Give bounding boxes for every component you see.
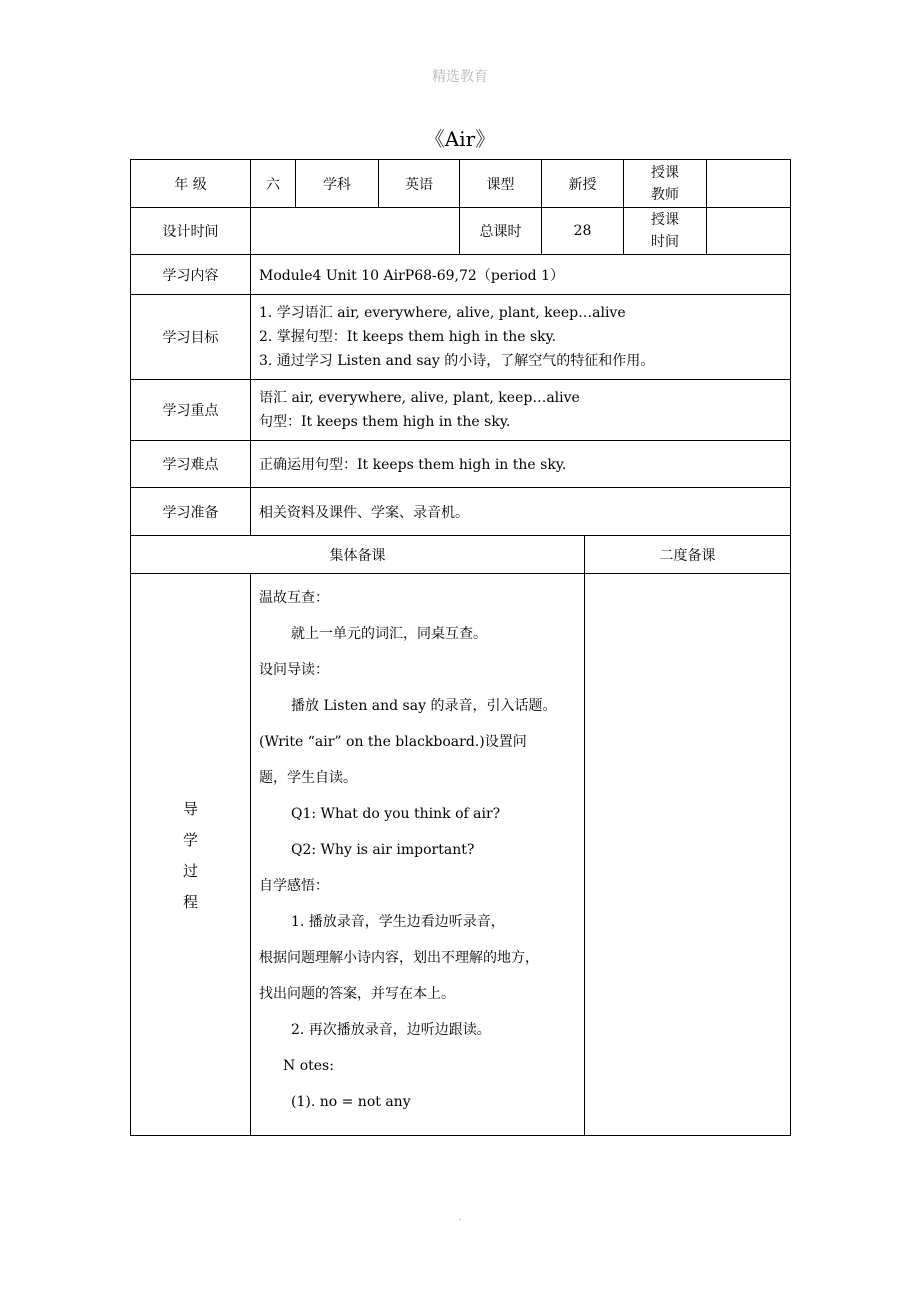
- difficulty-value: 正确运用句型：It keeps them high in the sky.: [251, 441, 791, 488]
- process-table: [130, 535, 791, 1136]
- row-key-points: [131, 380, 791, 441]
- design-time-label: 设计时间: [131, 208, 251, 255]
- content-label: 学习内容: [131, 255, 251, 295]
- row-preparation: [131, 488, 791, 536]
- difficulty-label: 学习难点: [131, 441, 251, 488]
- footer-mark: .: [458, 1212, 462, 1223]
- process-line: 1. 播放录音，学生边看边听录音，: [291, 914, 505, 930]
- process-line: (Write “air” on the blackboard.)设置问: [259, 734, 527, 750]
- row-grade: [131, 160, 791, 208]
- total-hours-value: 28: [542, 208, 624, 255]
- teacher-value: [707, 160, 791, 208]
- teacher-label: 授课 教师: [624, 160, 707, 208]
- subject-label: 学科: [296, 160, 379, 208]
- process-content: [251, 574, 585, 1136]
- key-points-list: [251, 380, 791, 441]
- class-time-value: [707, 208, 791, 255]
- key-points-label: 学习重点: [131, 380, 251, 441]
- process-line: 自学感悟：: [259, 878, 329, 894]
- key-point-item: 句型：It keeps them high in the sky.: [259, 414, 511, 430]
- total-hours-label: 总课时: [460, 208, 542, 255]
- process-line: 根据问题理解小诗内容，划出不理解的地方，: [259, 950, 539, 966]
- type-value: 新授: [542, 160, 624, 208]
- class-time-label: 授课 时间: [624, 208, 707, 255]
- process-line: 就上一单元的词汇，同桌互查。: [291, 626, 487, 642]
- row-design-time: [131, 208, 791, 255]
- goal-item: 3. 通过学习 Listen and say 的小诗，了解空气的特征和作用。: [259, 353, 655, 369]
- goals-label: 学习目标: [131, 295, 251, 380]
- collective-header: 集体备课: [131, 536, 585, 574]
- process-label: [131, 574, 251, 1136]
- process-line: (1). no = not any: [291, 1094, 411, 1110]
- key-point-item: 语汇 air, everywhere, alive, plant, keep…alive: [259, 390, 580, 406]
- process-header-row: [131, 536, 791, 574]
- goal-item: 1. 学习语汇 air, everywhere, alive, plant, keep…alive: [259, 305, 626, 321]
- row-content: [131, 255, 791, 295]
- process-body-row: [131, 574, 791, 1136]
- process-line: 找出问题的答案，并写在本上。: [259, 986, 455, 1002]
- goals-list: [251, 295, 791, 380]
- process-char: 过: [182, 861, 198, 880]
- process-line: Q2: Why is air important?: [291, 842, 475, 858]
- type-label: 课型: [460, 160, 542, 208]
- goal-item: 2. 掌握句型：It keeps them high in the sky.: [259, 329, 557, 345]
- content-value: Module4 Unit 10 AirP68-69,72（period 1）: [251, 255, 791, 295]
- second-prep-area: [585, 574, 791, 1136]
- row-goals: [131, 295, 791, 380]
- process-line: 2. 再次播放录音，边听边跟读。: [291, 1022, 491, 1038]
- process-line: N otes:: [283, 1058, 334, 1074]
- preparation-value: 相关资料及课件、学案、录音机。: [251, 488, 791, 536]
- process-line: 播放 Listen and say 的录音，引入话题。: [291, 698, 557, 714]
- subject-value: 英语: [379, 160, 460, 208]
- second-header: 二度备课: [585, 536, 791, 574]
- process-line: 设问导读：: [259, 662, 329, 678]
- process-line: 题，学生自读。: [259, 770, 357, 786]
- preparation-label: 学习准备: [131, 488, 251, 536]
- lesson-info-table: [130, 159, 791, 536]
- watermark: 精选教育: [432, 69, 488, 85]
- row-difficulty: [131, 441, 791, 488]
- design-time-value: [251, 208, 460, 255]
- process-line: Q1: What do you think of air?: [291, 806, 501, 822]
- document-title: 《Air》: [424, 127, 496, 151]
- process-char: 导: [182, 799, 198, 818]
- process-char: 程: [182, 892, 198, 911]
- process-line: 温故互查：: [259, 590, 329, 606]
- grade-value: 六: [251, 160, 296, 208]
- grade-label: 年 级: [131, 160, 251, 208]
- process-char: 学: [182, 830, 198, 849]
